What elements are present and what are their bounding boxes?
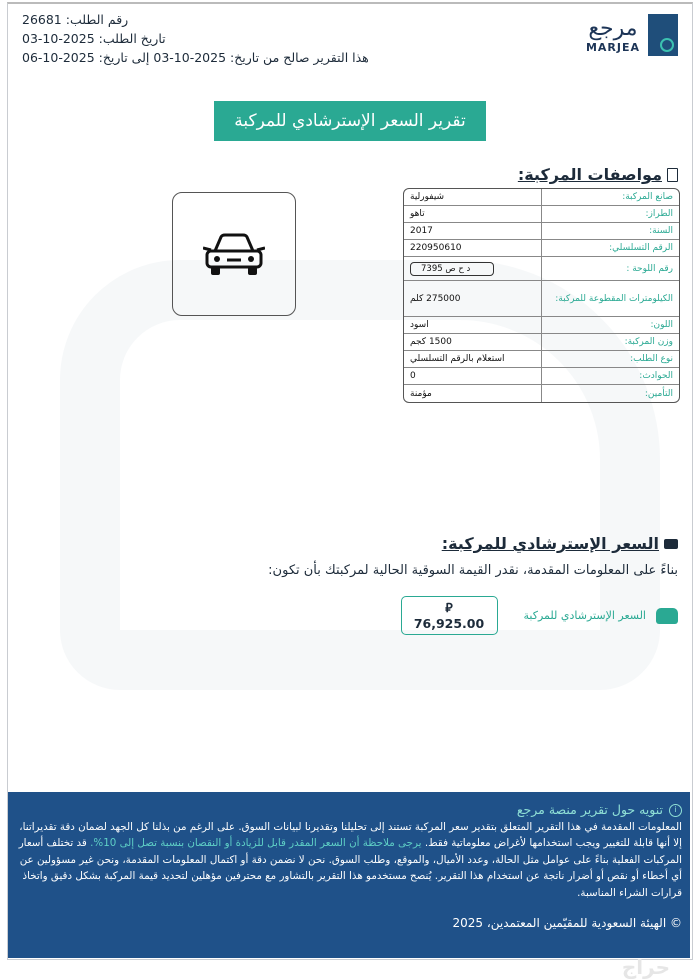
- logo-english: MARJEA: [585, 40, 640, 54]
- price-intro: بناءً على المعلومات المقدمة، نقدر القيمة السوقية الحالية لمركبتك بأن تكون:: [268, 563, 678, 578]
- spec-value: 0: [404, 368, 541, 385]
- price-value-box: [401, 596, 498, 635]
- haraj-watermark: حراج: [621, 955, 670, 979]
- spec-label: اللون:: [541, 317, 679, 334]
- logo-mark-icon: [648, 14, 678, 56]
- spec-label: الحوادث:: [541, 368, 679, 385]
- price-value: 76,925.00: [413, 616, 485, 631]
- spec-row: [404, 351, 679, 368]
- logo-arabic: مرجع: [588, 15, 638, 41]
- spec-row: [404, 189, 679, 206]
- spec-value: 1500 كجم: [404, 334, 541, 351]
- spec-label: رقم اللوحة :: [541, 257, 679, 281]
- spec-row: [404, 281, 679, 317]
- price-heading: السعر الإسترشادي للمركبة:: [442, 534, 678, 553]
- spec-row: [404, 257, 679, 281]
- copyright: © الهيئة السعودية للمقيّمين المعتمدين، 2025: [452, 916, 682, 930]
- price-row: [401, 596, 678, 635]
- spec-value: 275000 كلم: [404, 281, 541, 317]
- disclaimer-highlight: يرجى ملاحظة أن السعر المقدر قابل للزيادة أو النقصان بنسبة تصل إلى 10%.: [90, 837, 422, 849]
- spec-label: التأمين:: [541, 385, 679, 402]
- marjea-logo: [586, 14, 678, 56]
- spec-row: [404, 223, 679, 240]
- spec-value: اسود: [404, 317, 541, 334]
- disclaimer-title: i تنويه حول تقرير منصة مرجع: [18, 802, 682, 819]
- spec-value: 2017: [404, 223, 541, 240]
- spec-row: [404, 240, 679, 257]
- spec-label: صانع المركبة:: [541, 189, 679, 206]
- spec-value: [404, 257, 541, 281]
- car-icon: [656, 608, 678, 624]
- order-date: تاريخ الطلب: 2025-10-03: [22, 31, 166, 46]
- spec-value: مؤمنة: [410, 388, 432, 399]
- disclaimer-text: المعلومات المقدمة في هذا التقرير المتعلق بتقدير سعر المركبة تستند إلى تحليلنا وتقديرنا لبيانات السوق. على الرغم من بذلنا كل الجهد لضمان دقة تقديراتنا، إلا أنها قابلة للتغيير ويجب استخدامها لأغراض معلوماتية فقط. يرجى ملاحظة أن السعر المقدر قابل للزيادة أو النقصان بنسبة تصل إلى 10%. قد تختلف أسعار المركبات الفعلية بناءً على عوامل مثل الحالة، وعدد الأميال، والموقع، وطلب السوق. نحن لا نضمن دقة أو اكتمال المعلومات المقدمة، ونحن غير مسؤولين عن أي أخطاء أو نقص أو أضرار ناتجة عن استخدام هذا التقرير. يُنصح مستخدمو هذا التقرير بالتشاور مع محترفين مؤهلين لتحديد قيمة المركبة بشكل دقيق واتخاذ قرارات الشراء المناسبة.: [18, 820, 682, 899]
- spec-value: تاهو: [404, 206, 541, 223]
- spec-value: استعلام بالرقم التسلسلي: [404, 351, 541, 368]
- spec-row: [404, 385, 679, 402]
- spec-label: نوع الطلب:: [541, 351, 679, 368]
- cash-icon: [664, 539, 678, 549]
- price-label: السعر الإسترشادي للمركبة: [523, 609, 646, 622]
- riyal-icon: ⃁: [445, 600, 453, 615]
- document-icon: [667, 168, 678, 182]
- spec-row: [404, 368, 679, 385]
- validity-dates: هذا التقرير صالح من تاريخ: 2025-10-03 إلى تاريخ: 2025-10-06: [22, 50, 369, 65]
- disclaimer-footer: [8, 792, 690, 958]
- specs-heading: مواصفات المركبة:: [518, 165, 678, 184]
- order-number: رقم الطلب: 26681: [22, 12, 129, 27]
- spec-value: 220950610: [404, 240, 541, 257]
- plate-number: د ح ص 7395: [410, 262, 494, 276]
- spec-label: الرقم التسلسلي:: [541, 240, 679, 257]
- vehicle-image: [172, 192, 296, 316]
- report-title-banner: تقرير السعر الإسترشادي للمركبة: [214, 101, 486, 141]
- spec-row: [404, 206, 679, 223]
- spec-row: [404, 317, 679, 334]
- spec-label: وزن المركبة:: [541, 334, 679, 351]
- info-icon: i: [669, 804, 682, 817]
- spec-label: الطراز:: [541, 206, 679, 223]
- spec-value: شيفورلية: [404, 189, 541, 206]
- vehicle-specs-table: [403, 188, 680, 403]
- spec-label: السنة:: [541, 223, 679, 240]
- car-icon: [203, 231, 265, 277]
- spec-row: [404, 334, 679, 351]
- spec-label: الكيلومترات المقطوعة للمركبة:: [541, 281, 679, 317]
- report-meta: [22, 10, 382, 67]
